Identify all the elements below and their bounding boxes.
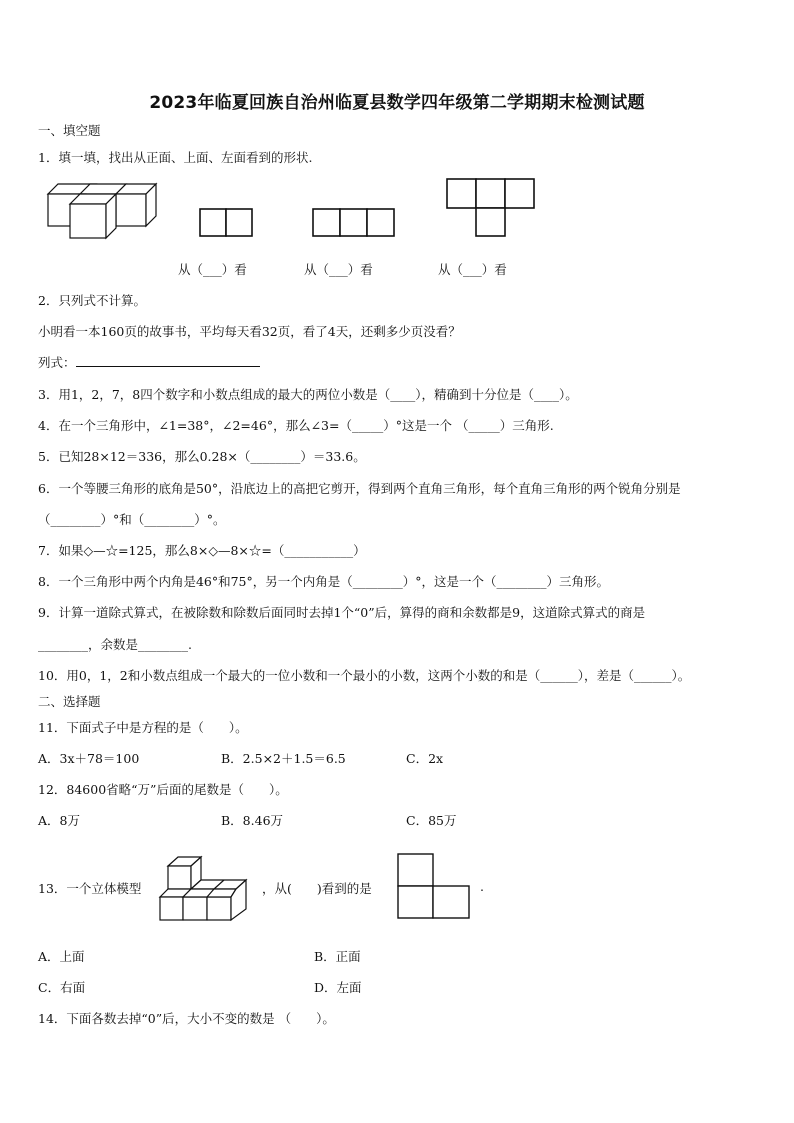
question-6-line-2: （________）°和（________）°。	[38, 512, 226, 527]
question-9-line-1: 9．计算一道除式算式，在被除数和除数后面同时去掉1个“0”后，算得的商和余数都是9，这道除式算式的商是	[38, 605, 646, 620]
question-5: 5．已知28×12＝336，那么0.28×（________）＝33.6。	[38, 449, 366, 464]
q12-option-c: C．85万	[406, 813, 457, 828]
question-11: 11．下面式子中是方程的是（ ）。	[38, 720, 248, 735]
question-2-body: 小明看一本160页的故事书，平均每天看32页，看了4天，还剩多少页没看？	[38, 324, 461, 339]
block-model-figure	[44, 182, 160, 242]
q12-option-a: A．8万	[38, 813, 80, 828]
question-12: 12．84600省略“万”后面的尾数是（ ）。	[38, 782, 288, 797]
q11-option-b: B．2.5×2＋1.5＝6.5	[221, 751, 346, 766]
question-2: 2．只列式不计算。	[38, 293, 146, 308]
view-shape-three-squares	[312, 208, 396, 238]
section-multiple-choice: 二、选择题	[38, 694, 101, 709]
section-fill-blank: 一、填空题	[38, 123, 101, 138]
answer-view-figure	[397, 853, 471, 919]
question-13-start: 13．一个立体模型	[38, 881, 142, 896]
formula-label: 列式：	[38, 355, 76, 370]
q11-option-c: C．2x	[406, 751, 444, 766]
view-label-2: 从（___）看	[304, 262, 373, 277]
question-13-middle: ，从( )看到的是	[262, 881, 372, 896]
question-8: 8．一个三角形中两个内角是46°和75°，另一个内角是（________）°，这是一个（________）三角形。	[38, 574, 610, 589]
question-14: 14．下面各数去掉“0”后，大小不变的数是 （ ）。	[38, 1011, 335, 1026]
question-9-line-2: ________，余数是________.	[38, 637, 192, 652]
view-shape-two-squares	[199, 208, 255, 238]
formula-blank	[76, 354, 260, 367]
question-10: 10．用0，1，2和小数点组成一个最大的一位小数和一个最小的小数，这两个小数的和是（______），差是（______）。	[38, 668, 691, 683]
question-6-line-1: 6．一个等腰三角形的底角是50°，沿底边上的高把它剪开，得到两个直角三角形，每个直角三角形的两个锐角分别是	[38, 481, 681, 496]
q13-option-a: A．上面	[38, 949, 85, 964]
question-2-formula	[38, 353, 260, 371]
q12-option-b: B．8.46万	[221, 813, 284, 828]
page-title: 2023年临夏回族自治州临夏县数学四年级第二学期期末检测试题	[149, 93, 645, 113]
question-7: 7．如果◇—☆=125，那么8×◇—8×☆=（___________）	[38, 543, 366, 558]
question-3: 3．用1，2，7，8四个数字和小数点组成的最大的两位小数是（____），精确到十分位是（____）。	[38, 387, 578, 402]
view-shape-t	[446, 178, 536, 238]
q13-option-d: D．左面	[314, 980, 362, 995]
solid-model-figure	[158, 855, 250, 923]
question-13-end: .	[480, 879, 484, 894]
q13-option-c: C．右面	[38, 980, 86, 995]
q13-option-b: B．正面	[314, 949, 361, 964]
view-label-1: 从（___）看	[178, 262, 247, 277]
question-1: 1．填一填，找出从正面、上面、左面看到的形状.	[38, 150, 313, 165]
view-label-3: 从（___）看	[438, 262, 507, 277]
question-4: 4．在一个三角形中，∠1=38°，∠2=46°，那么∠3=（_____）°这是一个 （_____）三角形.	[38, 418, 554, 433]
q11-option-a: A．3x＋78＝100	[38, 751, 140, 766]
